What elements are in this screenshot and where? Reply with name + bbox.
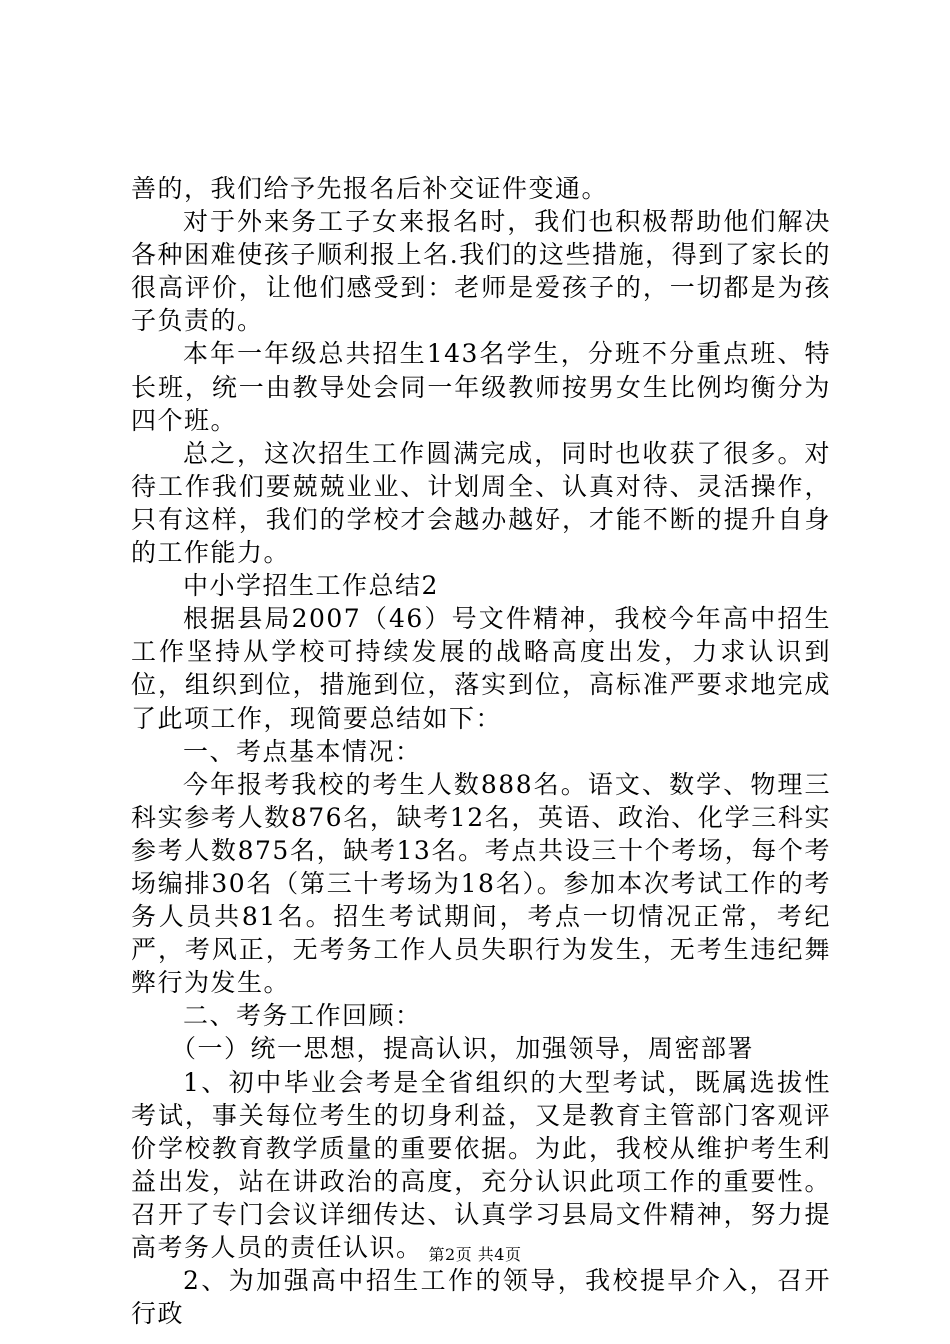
subheading-unify-thinking: （一）统一思想，提高认识，加强领导，周密部署 [171, 1034, 755, 1064]
paragraph-exam-stats: 今年报考我校的考生人数888名。语文、数学、物理三科实参考人数876名，缺考12名，英语、政治、化学三科实参考人数875名，缺考13名。考点共设三十个考场，每个考场编排30名（第三十考场为18名）。参加本次考试工作的考务人员共81名。招生考试期间，考点一切情况正常，考纪严，考风正，无考务工作人员失职行为发生，无考生违纪舞弊行为发生。 [131, 769, 831, 998]
paragraph-continuation: 善的，我们给予先报名后补交证件变通。 [131, 174, 609, 203]
paragraph-summary: 总之，这次招生工作圆满完成，同时也收获了很多。对待工作我们要兢兢业业、计划周全、认真对待、灵活操作，只有这样，我们的学校才会越办越好，才能不断的提升自身的工作能力。 [131, 438, 831, 568]
paragraph-item-2: 2、为加强高中招生工作的领导，我校提早介入，召开行政 [131, 1266, 831, 1329]
paragraph-item-1: 1、初中毕业会考是全省组织的大型考试，既属选拔性考试，事关每位考生的切身利益，又是教育主管部门客观评价学校教育教学质量的重要依据。为此，我校从维护考生利益出发，站在讲政治的高度，充分认识此项工作的重要性。召开了专门会议详细传达、认真学习县局文件精神，努力提高考务人员的责任认识。 [131, 1067, 831, 1262]
section-title: 中小学招生工作总结2 [183, 571, 439, 601]
page-footer: 第2页 共4页 [428, 1245, 522, 1264]
heading-exam-site: 一、考点基本情况： [183, 736, 422, 766]
paragraph-migrant-children: 对于外来务工子女来报名时，我们也积极帮助他们解决各种困难使孩子顺利报上名.我们的这些措施，得到了家长的很高评价，让他们感受到：老师是爱孩子的，一切都是为孩子负责的。 [131, 207, 831, 336]
paragraph-intro: 根据县局2007（46）号文件精神，我校今年高中招生工作坚持从学校可持续发展的战略高度出发，力求认识到位，组织到位，措施到位，落实到位，高标准严要求地完成了此项工作，现简要总结如下： [131, 604, 831, 733]
heading-exam-review: 二、考务工作回顾： [183, 1001, 422, 1031]
document-body [131, 172, 831, 1330]
paragraph-enrollment-count: 本年一年级总共招生143名学生，分班不分重点班、特长班，统一由教导处会同一年级教师按男女生比例均衡分为四个班。 [131, 339, 831, 435]
